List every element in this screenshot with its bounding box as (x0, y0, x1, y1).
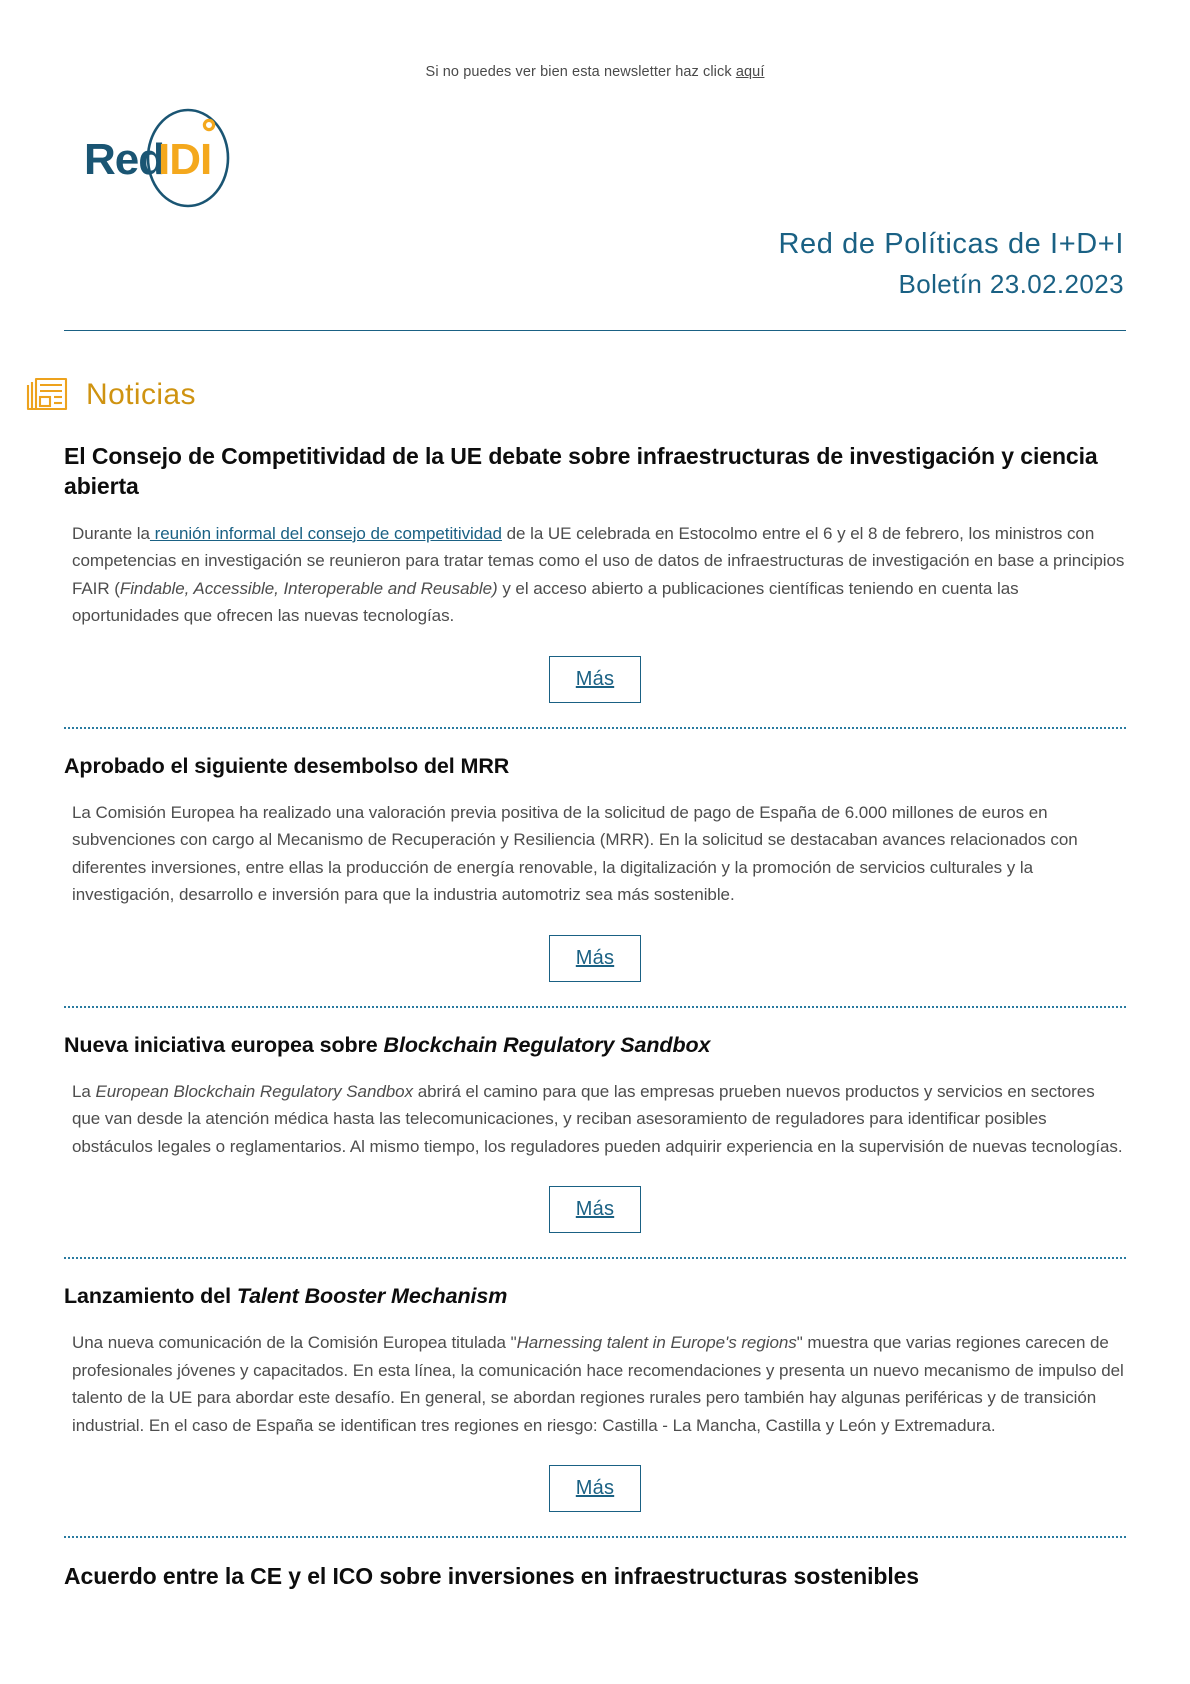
article-title-part: Nueva iniciativa europea sobre (64, 1032, 384, 1057)
article-title-part: Lanzamiento del (64, 1284, 237, 1309)
more-button[interactable]: Más (549, 935, 641, 982)
article-body-part: La (72, 1081, 96, 1101)
newspaper-icon (24, 373, 68, 418)
article-body-part: abrirá el camino para que las empresas prueben nuevos productos y servicios en sectores que van desde la atención médica hasta las telecomunicaciones, y reciban asesoramiento de reguladores para identificar posibles obstáculos legales o reglamentarios. Al mismo tiempo, los reguladores pueden adquirir experiencia en la supervisión de nuevas tecnologías. (72, 1081, 1123, 1156)
article-cta-row (64, 909, 1126, 1006)
article-body-part: Durante la (72, 523, 150, 543)
bulletin-date: Boletín 23.02.2023 (898, 269, 1124, 300)
svg-text:IDI: IDI (158, 135, 212, 184)
svg-text:Red: Red (84, 135, 165, 184)
article-inline-link[interactable]: reunión informal del consejo de competitividad (149, 523, 502, 543)
article-title: Acuerdo entre la CE y el ICO sobre inversiones en infraestructuras sostenibles (64, 1563, 919, 1590)
article-cta-row (64, 1439, 1126, 1536)
article-body (72, 520, 1126, 630)
article-item (64, 1008, 1126, 1258)
article-item (64, 729, 1126, 1006)
article-body-part: y el acceso abierto a publicaciones científicas teniendo en cuenta las oportunidades que ofrecen las nuevas tecnologías. (72, 578, 1019, 626)
article-cta-row (64, 1160, 1126, 1257)
preheader (0, 0, 1190, 80)
article-title: Aprobado el siguiente desembolso del MRR (64, 753, 510, 778)
article-body-part: " muestra que varias regiones carecen de profesionales jóvenes y capacitados. En esta línea, la comunicación hace recomendaciones y presenta un nuevo mecanismo de impulso del talento de la UE para abordar este desafío. En general, se abordan regiones rurales pero también hay algunas periféricas y de transición industrial. En el caso de España se identifican tres regiones en riesgo: Castilla - La Mancha, Castilla y León y Extremadura. (72, 1333, 1124, 1435)
article-body-emphasis: Harnessing talent in Europe's regions (516, 1333, 797, 1353)
masthead (0, 80, 1190, 331)
article-title: El Consejo de Competitividad de la UE debate sobre infraestructuras de investigación y ciencia abierta (64, 442, 1098, 499)
article-body: La Comisión Europea ha realizado una valoración previa positiva de la solicitud de pago de España de 6.000 millones de euros en subvenciones con cargo al Mecanismo de Recuperación y Resiliencia (MRR). En la solicitud se destacaban avances relacionados con diferentes inversiones, entre ellas la producción de energía renovable, la digitalización y la promoción de servicios culturales y la investigación, desarrollo e inversión para que la industria automotriz sea más sostenible. (72, 802, 1078, 905)
more-button[interactable]: Más (549, 656, 641, 703)
article-body-emphasis: Findable, Accessible, Interoperable and Reusable) (119, 578, 498, 598)
more-button[interactable]: Más (549, 1186, 641, 1233)
article-title-emphasis: Blockchain Regulatory Sandbox (383, 1032, 711, 1057)
article-title (64, 1032, 1126, 1060)
articles-list (0, 418, 1190, 1592)
masthead-titles (64, 225, 1126, 304)
logo[interactable] (78, 108, 1126, 213)
article-body-part: de la UE celebrada en Estocolmo entre el 6 y el 8 de febrero, los ministros con competencias en investigación se reunieron para tratar temas como el uso de datos de infraestructuras de investigación en base a principios FAIR ( (72, 523, 1125, 598)
article-body-part: Una nueva comunicación de la Comisión Europea titulada " (72, 1333, 517, 1353)
article-body (72, 1329, 1126, 1439)
article-item (64, 1538, 1126, 1592)
article-item (64, 418, 1126, 727)
more-button[interactable]: Más (549, 1465, 641, 1512)
article-cta-row (64, 630, 1126, 727)
article-item (64, 1259, 1126, 1536)
article-body-emphasis: European Blockchain Regulatory Sandbox (95, 1081, 414, 1101)
section-title: Noticias (86, 378, 196, 412)
preheader-text: Si no puedes ver bien esta newsletter haz click (425, 64, 736, 80)
article-body (72, 1078, 1126, 1161)
view-online-link[interactable]: aquí (735, 64, 765, 80)
article-title-emphasis: Talent Booster Mechanism (236, 1284, 508, 1309)
section-header-noticias (0, 331, 1190, 418)
article-title (64, 1283, 1126, 1311)
page-title: Red de Políticas de I+D+I (778, 228, 1124, 260)
